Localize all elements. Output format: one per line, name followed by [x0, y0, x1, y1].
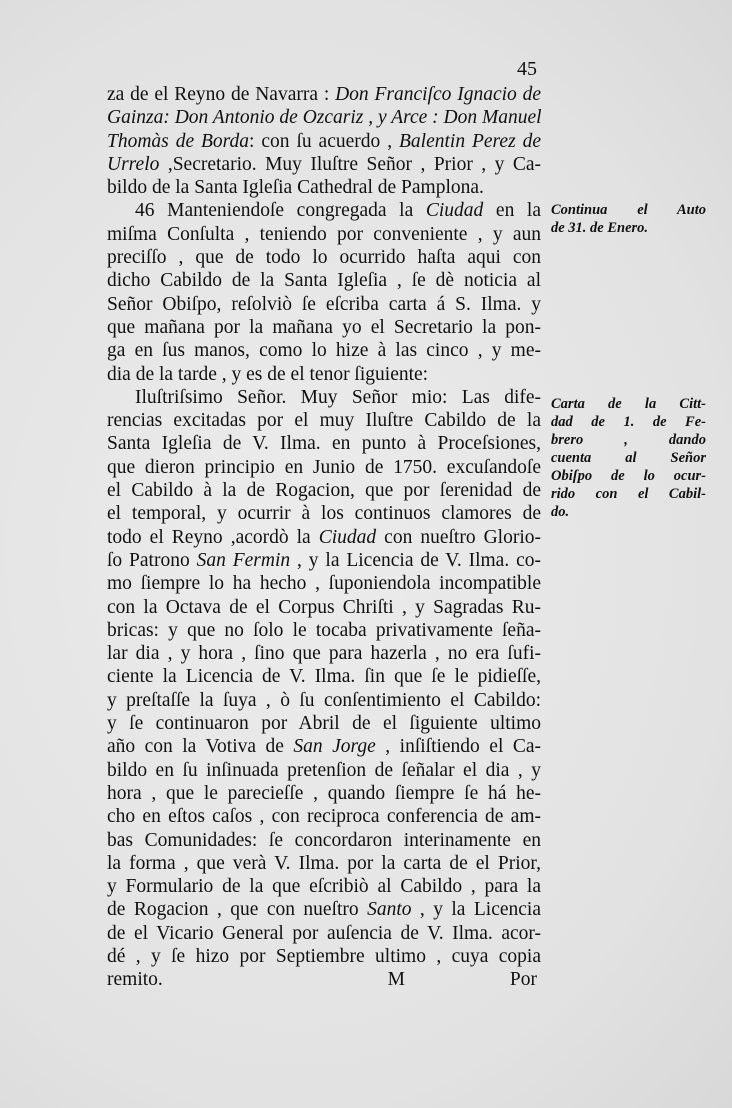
text-line [107, 782, 541, 805]
text-line [107, 735, 541, 758]
text-line [107, 432, 541, 455]
text-segment: miſma Conſulta , teniendo por conveniente , y aun [107, 223, 541, 245]
text-segment: lar dia , y hora , ſino que para hazerla , no era ſufi- [107, 643, 541, 665]
margin-note-continua [551, 201, 706, 237]
text-segment: mo ſiempre lo ha hecho , ſuponiendola incompatible [107, 573, 541, 595]
text-segment: , y la Licencia de V. Ilma. co- [290, 549, 541, 571]
text-segment: ciente la Licencia de V. Ilma. ſin que ſe le pidieſſe, [107, 666, 541, 688]
text-segment: cho en eſtos caſos , con reciproca conferencia de am- [107, 806, 541, 828]
text-line [107, 805, 541, 828]
text-segment: que dieron principio en Junio de 1750. excuſandoſe [107, 456, 541, 478]
text-segment: dé , y ſe hizo por Septiembre ultimo , cuya copia [107, 945, 541, 967]
italic-text: Don Franciſco Ignacio de [335, 84, 541, 105]
margin-note-line: de 31. de Enero. [551, 220, 649, 236]
text-line [107, 712, 541, 735]
italic-text: Balentin Perez de [399, 130, 541, 152]
text-segment: el Cabildo à la de Rogacion, que por ſerenidad de [107, 480, 541, 502]
text-segment: rencias excitadas por el muy Iluſtre Cabildo de la [107, 410, 541, 432]
italic-text: Santo [367, 899, 412, 921]
page-number: 45 [517, 58, 537, 80]
text-line [107, 945, 541, 968]
text-segment: 46 Manteniendoſe congregada la [135, 200, 426, 222]
text-segment: la forma , que verà V. Ilma. por la carta de el Prior, [107, 852, 541, 874]
text-segment: bildo de la Santa Igleſia Cathedral de Pamplona. [107, 177, 484, 199]
text-line [107, 572, 541, 595]
margin-note-line: Obiſpo de lo ocur- [551, 468, 706, 484]
text-line [107, 363, 541, 386]
footer-last-word: remito. [107, 969, 163, 991]
text-segment: y ſe continuaron por Abril de el ſiguiente ultimo [107, 713, 541, 735]
text-line [107, 665, 541, 688]
italic-text: San Jorge [293, 736, 376, 758]
text-line [107, 642, 541, 665]
catchword: Por [509, 969, 537, 991]
text-line [107, 339, 541, 362]
text-segment: en la [483, 200, 541, 222]
text-line [107, 386, 541, 409]
italic-text: Urrelo [107, 153, 160, 175]
text-line [107, 502, 541, 525]
text-line [107, 83, 541, 106]
margin-note-line: cuenta al Señor [551, 450, 706, 466]
text-segment: , y la Licencia [411, 899, 541, 921]
text-segment: ga en ſus manos, como lo hize à las cinco , y me- [107, 340, 541, 362]
text-segment: con nueſtro Glorio- [376, 526, 542, 548]
text-line [107, 293, 541, 316]
text-segment: za de el Reyno de Navarra : [107, 84, 336, 105]
text-line [107, 829, 541, 852]
text-line [107, 130, 541, 153]
italic-text: San Fermin [196, 549, 291, 571]
text-segment: y Formulario de la que eſcribiò al Cabildo , para la [107, 876, 541, 898]
text-segment: preciſſo , que de todo lo ocurrido haſta aqui con [107, 247, 541, 269]
text-line [107, 852, 541, 875]
text-segment: Señor Obiſpo, reſolviò ſe eſcriba carta á S. Ilma. y [107, 293, 541, 315]
text-line [107, 223, 541, 246]
text-line [107, 316, 541, 339]
text-segment: , inſiſtiendo el Ca- [375, 736, 541, 758]
text-line [107, 269, 541, 292]
text-line [107, 456, 541, 479]
margin-note-line: brero , dando [551, 432, 706, 448]
text-segment: Iluſtriſsimo Señor. Muy Señor mio: Las dife- [135, 386, 541, 408]
text-segment: ,Secretario. Muy Iluſtre Señor , Prior , y Ca- [159, 153, 541, 175]
italic-text: Gainza: Don Antonio de Ozcariz , y Arce : Don Manuel [107, 107, 542, 129]
text-line [107, 898, 541, 921]
margin-note-carta [551, 395, 706, 521]
text-segment: bricas: y que no ſolo le tocaba privativamente ſeña- [107, 619, 541, 641]
text-segment: el temporal, y ocurrir à los continuos clamores de [107, 503, 541, 525]
text-line [107, 106, 541, 129]
margin-note-line: do. [551, 504, 570, 520]
text-line [107, 922, 541, 945]
text-line [107, 246, 541, 269]
text-line [107, 549, 541, 572]
text-segment: Santa Igleſia de V. Ilma. en punto à Proceſsiones, [107, 433, 541, 455]
text-segment: año con la Votiva de [107, 736, 294, 758]
margin-note-line: Continua el Auto [551, 202, 706, 218]
page-footer [107, 968, 541, 991]
margin-note-line: dad de 1. de Fe- [551, 414, 706, 430]
text-line [107, 875, 541, 898]
text-segment: bildo en ſu inſinuada pretenſion de ſeñalar el dia , y [107, 759, 541, 781]
text-line [107, 479, 541, 502]
text-line [107, 759, 541, 782]
text-segment: ſo Patrono [107, 549, 197, 571]
text-segment: bas Comunidades: ſe concordaron interinamente en [107, 829, 541, 851]
margin-note-line: Carta de la Citt- [551, 396, 706, 412]
margin-note-line: rido con el Cabil- [551, 486, 706, 502]
text-segment: dia de la tarde , y es de el tenor ſiguiente: [107, 363, 429, 385]
text-line [107, 596, 541, 619]
text-line [107, 153, 541, 176]
text-segment: con la Octava de el Corpus Chriſti , y Sagradas Ru- [107, 596, 541, 618]
text-segment: que mañana por la mañana yo el Secretario la pon- [107, 316, 541, 338]
italic-text: Ciudad [318, 526, 377, 548]
text-segment: todo el Reyno ,acordò la [107, 526, 319, 548]
signature-mark: M [387, 969, 406, 991]
text-line [107, 176, 541, 199]
text-segment: de el Vicario General por auſencia de V. Ilma. acor- [107, 922, 541, 944]
text-segment: de Rogacion , que con nueſtro [107, 899, 368, 921]
text-segment: : con ſu acuerdo , [249, 130, 399, 152]
text-segment: hora , que le pareciеſſe , quando ſiempre ſe há he- [107, 782, 541, 804]
italic-text: Ciudad [425, 200, 484, 222]
text-line [107, 409, 541, 432]
text-line [107, 619, 541, 642]
text-segment: y preſtaſſe la ſuya , ò ſu conſentimiento el Cabildo: [107, 689, 541, 711]
text-line [107, 526, 541, 549]
italic-text: Thomàs de Borda [107, 130, 250, 152]
text-segment: dicho Cabildo de la Santa Igleſia , ſe dè noticia al [107, 270, 541, 292]
body-text [107, 83, 541, 992]
text-line [107, 689, 541, 712]
text-line [107, 199, 541, 222]
